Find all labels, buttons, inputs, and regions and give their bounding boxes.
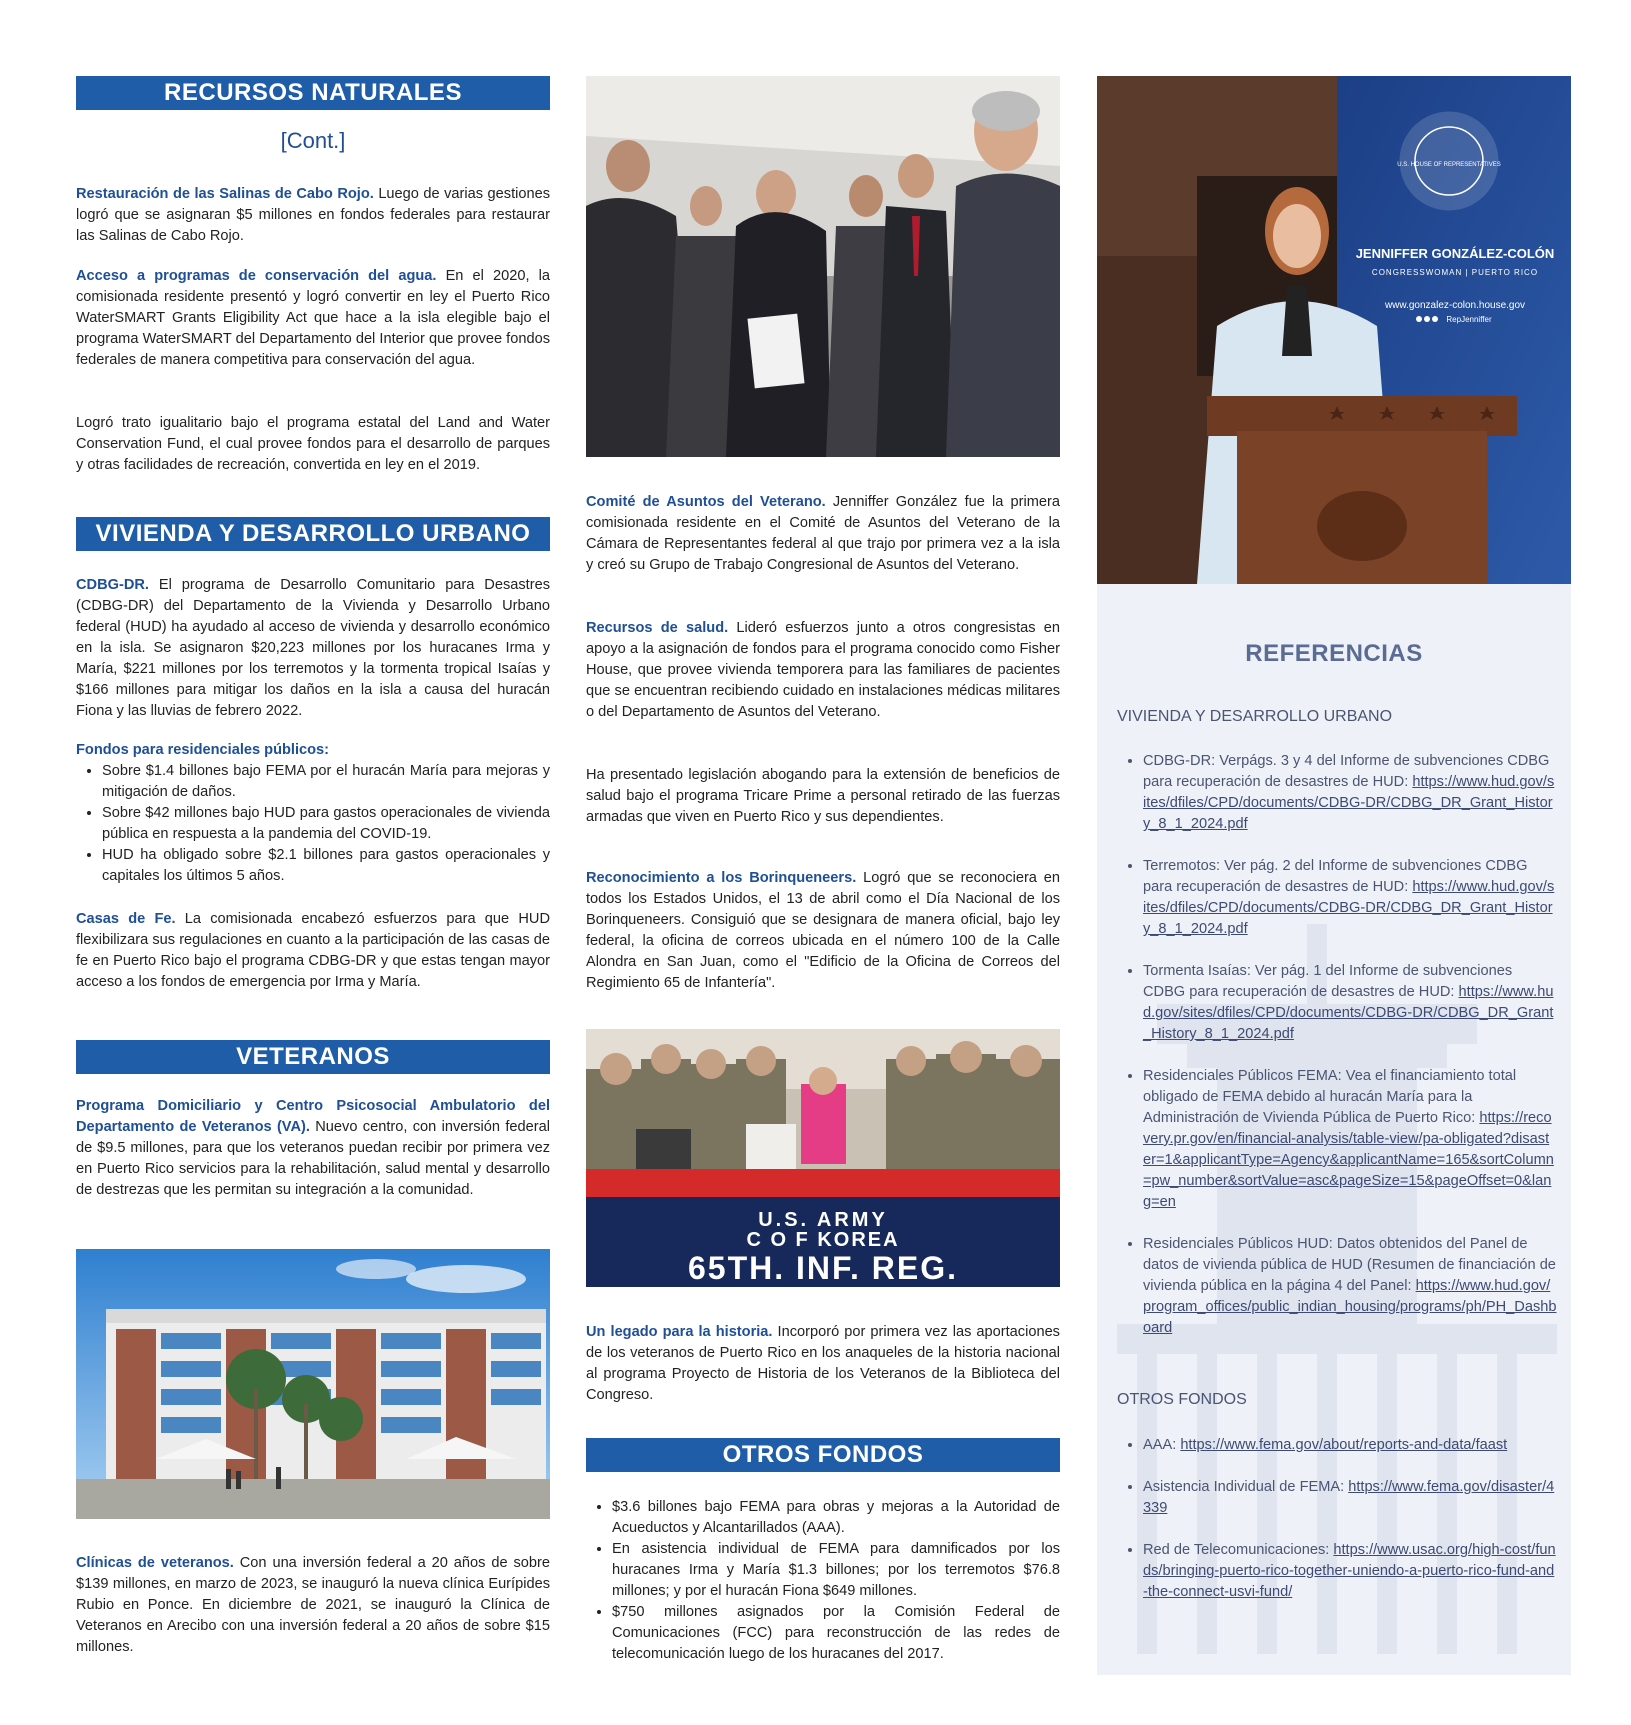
- body-agua: En el 2020, la comisionada residente presentó y logró convertir en ley el Puerto Rico WaterSMART Grants Eligibility Act que hace a la isla elegible bajo el programa WaterSMART del Departamento del Interior que provee fondos federales de manera competitiva para conservación del agua.: [76, 268, 550, 368]
- photo-veterans-committee-visit: [586, 76, 1060, 457]
- photo-handle-text: RepJenniffer: [1446, 315, 1492, 324]
- otros-fondos-list: [586, 1497, 1060, 1665]
- references-list-otros: [1117, 1435, 1557, 1603]
- references-panel: [1097, 584, 1571, 1675]
- fondos-heading: [76, 740, 550, 761]
- photo-web-text: www.gonzalez-colon.house.gov: [1384, 300, 1526, 311]
- reference-link[interactable]: https://www.fema.gov/disaster/4339: [1143, 1479, 1555, 1516]
- body-salud: Lideró esfuerzos junto a otros congresistas en apoyo a la asignación de fondos para el programa conocido como Fisher House, que provee vivienda temporera para las familiares de pacientes que se encuentran recibiendo cuidado en instalaciones médicas militares o del Departamento de Asuntos del Veterano.: [586, 620, 1061, 720]
- reference-text: Red de Telecomunicaciones:: [1143, 1542, 1334, 1558]
- paragraph-salud: [586, 618, 1060, 723]
- reference-link[interactable]: https://www.hud.gov/sites/dfiles/CPD/documents/CDBG-DR/CDBG_DR_Grant_History_8_1_2024.pdf: [1143, 774, 1555, 832]
- list-item: • En asistencia individual de FEMA para damnificados por los huracanes Irma y María $1.3 billones; por los terremotos $76.8 millones; y por el huracán Fiona $649 millones.: [612, 1539, 1060, 1602]
- body-clinicas: Con una inversión federal a 20 años de sobre $139 millones, en marzo de 2023, se inauguró la nueva clínica Eurípides Rubio en Ponce. En diciembre de 2021, se inauguró la Clínica de Veteranos en Arecibo con una inversión federal a 20 años de sobre $15 millones.: [76, 1555, 550, 1655]
- list-item: • HUD ha obligado sobre $2.1 billones para gastos operacionales y capitales los últimos 5 años.: [102, 845, 550, 887]
- photo-congresswoman-podium: [1097, 76, 1571, 584]
- reference-link[interactable]: https://www.hud.gov/sites/dfiles/CPD/documents/CDBG-DR/CDBG_DR_Grant_History_8_1_2024.pdf: [1143, 879, 1555, 937]
- body-salinas: Luego de varias gestiones logró que se asignaran $5 millones en fondos federales para restaurar las Salinas de Cabo Rojo.: [76, 186, 551, 244]
- reference-item: [1143, 961, 1557, 1045]
- photo-veterans-building: [76, 1249, 550, 1519]
- banner-65th: 65TH. INF. REG.: [687, 1250, 959, 1286]
- reference-text: Residenciales Públicos FEMA: Vea el financiamiento total obligado de FEMA debido al huracán María para la Administración de Vivienda Pública de Puerto Rico:: [1143, 1068, 1517, 1126]
- reference-link[interactable]: https://www.usac.org/high-cost/funds/bringing-puerto-rico-together-uniendo-a-puerto-rico-fund-and-the-connect-usvi-fund/: [1143, 1542, 1556, 1600]
- reference-item: [1143, 1540, 1557, 1603]
- lead-casas: Casas de Fe.: [76, 911, 176, 927]
- paragraph-land-water: Logró trato igualitario bajo el programa estatal del Land and Water Conservation Fund, el cual provee fondos para el desarrollo de parques y otras facilidades de recreación, convertida en ley en el 2019.: [76, 415, 550, 473]
- reference-item: [1143, 856, 1557, 940]
- body-programa: Nuevo centro, con inversión federal de $9.5 millones, para que los veteranos puedan recibir por primera vez en Puerto Rico servicios para la rehabilitación, salud mental y desarrollo de destrezas que les permitan su integración a la comunidad.: [76, 1119, 550, 1198]
- list-item: • Sobre $1.4 billones bajo FEMA por el huracán María para mejoras y mitigación de daños.: [102, 761, 550, 803]
- reference-text: Terremotos: Ver pág. 2 del Informe de subvenciones CDBG para recuperación de desastres de HUD:: [1143, 858, 1528, 895]
- lead-agua: Acceso a programas de conservación del agua.: [76, 268, 437, 284]
- body-comite: Jenniffer González fue la primera comisionada residente en el Comité de Asuntos del Veterano de la Cámara de Representantes federal al que trajo por primera vez a la isla y creó su Grupo de Trabajo Congresional de Asuntos del Veterano.: [586, 494, 1060, 573]
- paragraph-borinqueneers: [586, 868, 1060, 994]
- lead-programa: Programa Domiciliario y Centro Psicosocial Ambulatorio del Departamento de Veteranos (VA).: [76, 1098, 550, 1135]
- list-item: • $750 millones asignados por la Comisión Federal de Comunicaciones (FCC) para reconstrucción de las redes de telecomunicación luego de los huracanes del 2017.: [612, 1602, 1060, 1665]
- paragraph-salinas: [76, 184, 550, 247]
- paragraph-tricare: Ha presentado legislación abogando para la extensión de beneficios de salud bajo el programa Tricare Prime a personal retirado de las fuerzas armadas que viven en Puerto Rico y sus dependientes.: [586, 767, 1060, 825]
- paragraph-clinicas: [76, 1553, 550, 1658]
- body-casas: La comisionada encabezó esfuerzos para que HUD flexibilizara sus regulaciones en cuanto a la participación de las casas de fe en Puerto Rico bajo el programa CDBG-DR y que estas tengan mayor acceso a los fondos de emergencia por Irma y María.: [76, 911, 550, 990]
- fondos-list: [76, 761, 550, 887]
- section-banner-recursos: RECURSOS NATURALES: [76, 76, 550, 110]
- references-heading-vivienda: VIVIENDA Y DESARROLLO URBANO: [1117, 708, 1393, 725]
- reference-link[interactable]: https://www.hud.gov/sites/dfiles/CPD/documents/CDBG-DR/CDBG_DR_Grant_History_8_1_2024.pdf: [1143, 984, 1554, 1042]
- references-list-vivienda: [1117, 751, 1557, 1339]
- reference-item: [1143, 751, 1557, 835]
- lead-salud: Recursos de salud.: [586, 620, 729, 636]
- reference-link[interactable]: https://recovery.pr.gov/en/financial-analysis/table-view/pa-obligated?disaster=1&applicantType=Agency&applicantName=165&sortColumn=pw_number&sortValue=asc&pageSize=15&pageOffset=0&lang=en: [1143, 1110, 1554, 1210]
- reference-link[interactable]: https://www.hud.gov/program_offices/public_indian_housing/programs/ph/PH_Dashboard: [1143, 1278, 1557, 1336]
- reference-item: [1143, 1234, 1557, 1339]
- paragraph-casas: [76, 909, 550, 993]
- list-item: • Sobre $42 millones bajo HUD para gastos operacionales de vivienda pública en respuesta a la pandemia del COVID-19.: [102, 803, 550, 845]
- photo-role-text: CONGRESSWOMAN | PUERTO RICO: [1371, 268, 1539, 277]
- lead-comite: Comité de Asuntos del Veterano.: [586, 494, 826, 510]
- references-title: REFERENCIAS: [1245, 640, 1423, 667]
- banner-korea: C O F KOREA: [746, 1229, 900, 1251]
- reference-text: Residenciales Públicos HUD: Datos obtenidos del Panel de datos de vivienda pública de HUD (Resumen de financiación de vivienda pública en la página 4 del Panel:: [1143, 1236, 1556, 1294]
- lead-legado: Un legado para la historia.: [586, 1324, 773, 1340]
- reference-text: Asistencia Individual de FEMA:: [1143, 1479, 1349, 1495]
- seal-text: U.S. HOUSE OF REPRESENTATIVES: [1397, 162, 1501, 168]
- section-banner-vivienda: VIVIENDA Y DESARROLLO URBANO: [76, 517, 550, 551]
- section-banner-otros-fondos: OTROS FONDOS: [586, 1438, 1060, 1472]
- reference-item: [1143, 1477, 1557, 1519]
- body-legado: Incorporó por primera vez las aportaciones de los veteranos de Puerto Rico en los anaqueles de la historia nacional al programa Proyecto de Historia de los Veteranos de la Biblioteca del Congreso.: [586, 1324, 1060, 1403]
- paragraph-legado: [586, 1322, 1060, 1406]
- banner-us-army: U.S. ARMY: [758, 1209, 888, 1231]
- list-item: • $3.6 billones bajo FEMA para obras y mejoras a la Autoridad de Acueductos y Alcantarillados (AAA).: [612, 1497, 1060, 1539]
- reference-text: Tormenta Isaías: Ver pág. 1 del Informe de subvenciones CDBG para recuperación de desastres de HUD:: [1143, 963, 1513, 1000]
- reference-item: [1143, 1435, 1557, 1456]
- continued-label: [Cont.]: [280, 128, 346, 153]
- reference-text: CDBG-DR: Verpágs. 3 y 4 del Informe de subvenciones CDBG para recuperación de desastres de HUD:: [1143, 753, 1550, 790]
- lead-clinicas: Clínicas de veteranos.: [76, 1555, 234, 1571]
- lead-salinas: Restauración de las Salinas de Cabo Rojo.: [76, 186, 374, 202]
- reference-item: [1143, 1066, 1557, 1213]
- paragraph-cdbg: [76, 575, 550, 722]
- paragraph-agua: [76, 266, 550, 371]
- paragraph-comite: [586, 492, 1060, 576]
- lead-cdbg: CDBG-DR.: [76, 577, 149, 593]
- body-borinqueneers: Logró que se reconociera en todos los Estados Unidos, el 13 de abril como el Día Nacional de los Borinqueneers. Consiguió que se designara de manera oficial, bajo ley federal, la oficina de correos ubicada en el número 100 de la Calle Alondra en San Juan, como el "Edificio de la Oficina de Correos del Regimiento 65 de Infantería".: [586, 870, 1060, 991]
- references-heading-otros: OTROS FONDOS: [1117, 1391, 1247, 1408]
- reference-link[interactable]: https://www.fema.gov/about/reports-and-data/faast: [1180, 1437, 1508, 1453]
- lead-fondos: Fondos para residenciales públicos:: [76, 742, 330, 758]
- photo-name-text: JENNIFFER GONZÁLEZ-COLÓN: [1355, 246, 1555, 261]
- body-cdbg: El programa de Desarrollo Comunitario para Desastres (CDBG-DR) del Departamento de la Vivienda y Desarrollo Urbano federal (HUD) ha ayudado al acceso de vivienda y desarrollo económico en la isla. Se asignaron $20,223 millones por los huracanes Irma y María, $221 millones por los terremotos y la tormenta tropical Isaías y $166 millones para mitigar los daños en la isla a causa del huracán Fiona y las lluvias de febrero 2022.: [76, 577, 550, 719]
- section-banner-veteranos: VETERANOS: [76, 1040, 550, 1074]
- reference-text: AAA:: [1143, 1437, 1181, 1453]
- photo-65th-infantry-ceremony: [586, 1029, 1060, 1287]
- lead-borinqueneers: Reconocimiento a los Borinqueneers.: [586, 870, 857, 886]
- paragraph-programa-domiciliario: [76, 1096, 550, 1201]
